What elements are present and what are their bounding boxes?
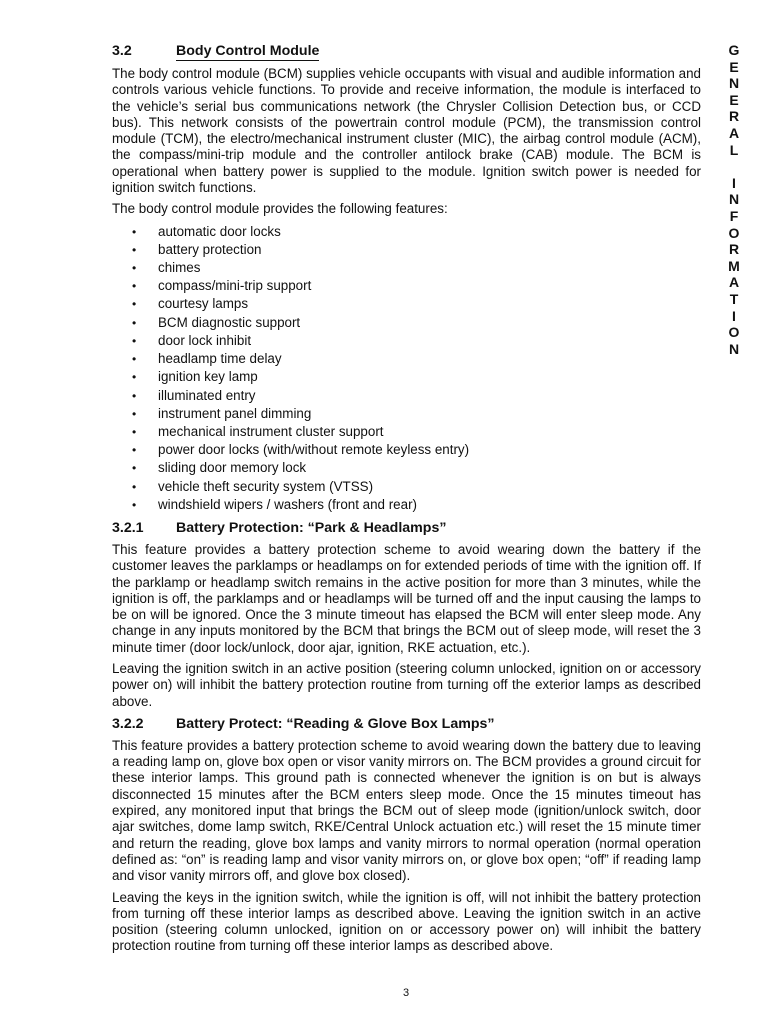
feature-label: door lock inhibit <box>158 332 252 348</box>
side-tab-letter: N <box>728 75 740 92</box>
bullet-icon: • <box>132 352 137 367</box>
list-item <box>112 478 701 496</box>
feature-label: headlamp time delay <box>158 351 282 367</box>
paragraph: This feature provides a battery protection scheme to avoid wearing down the battery due to leaving a reading lamp on, glove box open or visor vanity mirrors on. The BCM provides a ground circuit for these interior lamps. This ground path is connected whenever the ignition is on but is always disconnected 15 minutes after the BCM enters sleep mode. Once the 15 minutes timeout has expired, any monitored input that brings the BCM out of sleep mode (ignition/unlock switch, door ajar switches, dome lamp switch, RKE/Central Unlock actuation etc.) will reset the 15 minute timer and return the reading, glove box lamps and vanity mirrors to normal operation (normal operation defined as: “on” is reading lamp and visor vanity mirrors on, or glove box open; “off” if reading lamp and visor vanity mirrors off, and glove box closed). <box>112 737 701 884</box>
list-item <box>112 259 701 277</box>
features-intro: The body control module provides the following features: <box>112 201 448 217</box>
subsection-heading <box>112 715 701 733</box>
feature-label: windshield wipers / washers (front and rear) <box>158 496 417 512</box>
feature-label: courtesy lamps <box>158 296 249 312</box>
section-number: 3.2 <box>112 43 132 59</box>
subsection-title: Battery Protection: “Park & Headlamps” <box>176 519 447 536</box>
side-tab-general-information <box>722 42 746 357</box>
document-body <box>112 42 701 960</box>
page-number: 3 <box>402 987 410 999</box>
list-item <box>112 496 701 514</box>
feature-label: instrument panel dimming <box>158 405 312 421</box>
feature-label: sliding door memory lock <box>158 460 307 476</box>
list-item <box>112 314 701 332</box>
bullet-icon: • <box>132 370 137 385</box>
bullet-icon: • <box>132 261 137 276</box>
list-item <box>112 405 701 423</box>
list-item <box>112 459 701 477</box>
paragraph: This feature provides a battery protection scheme to avoid wearing down the battery if the customer leaves the parklamps or headlamps on for extended periods of time with the ignition off. If the parklamp or headlamp switch remains in the active position for more than 3 minutes, while the ignition is off, the parklamps and or headlamps will be turned off and the input causing the lamps to be on will be ignored. Once the 3 minute timeout has elapsed the BCM will enter sleep mode. Any change in any inputs monitored by the BCM that brings the BCM out of sleep mode, will reset the 3 minute timer (door lock/unlock, door ajar, ignition, RKE actuation, etc.). <box>112 541 701 655</box>
bullet-icon: • <box>132 279 137 294</box>
side-tab-letter: T <box>729 290 739 307</box>
paragraph: Leaving the ignition switch in an active position (steering column unlocked, ignition on or accessory power on) will inhibit the battery protection routine from turning off the exterior lamps as described above. <box>112 661 701 709</box>
feature-label: ignition key lamp <box>158 369 258 385</box>
subsection-number: 3.2.2 <box>112 715 144 732</box>
list-item <box>112 332 701 350</box>
section-intro-paragraph: The body control module (BCM) supplies vehicle occupants with visual and audible information and controls various vehicle functions. To provide and receive information, the module is interfaced to the vehicle’s serial bus communications network (the Chrysler Collision Detection bus, or CCD bus). This network consists of the powertrain control module (PCM), the transmission control module (TCM), the electro/mechanical instrument cluster (MIC), the airbag control module (ACM), the compass/mini-trip module and the controller antilock brake (CAB) module. The BCM is operational when battery power is supplied to the module. Ignition switch power is needed for ignition switch functions. <box>112 66 701 196</box>
subsection-heading <box>112 519 701 537</box>
side-tab-letter: O <box>728 224 740 241</box>
paragraph: Leaving the keys in the ignition switch, while the ignition is off, will not inhibit the battery protection from turning off these interior lamps as described above. Leaving the ignition switch in an active position (steering column unlocked, ignition on or accessory power on) will inhibit the battery protection routine from turning off these interior lamps as described above. <box>112 889 701 954</box>
list-item <box>112 350 701 368</box>
bullet-icon: • <box>132 497 137 512</box>
section-heading <box>112 42 701 61</box>
side-tab-letter: F <box>729 207 739 224</box>
subsection-number: 3.2.1 <box>112 519 144 536</box>
bullet-icon: • <box>132 333 137 348</box>
bullet-icon: • <box>132 424 137 439</box>
side-tab-letter: N <box>728 191 740 208</box>
bullet-icon: • <box>132 388 137 403</box>
bullet-icon: • <box>132 443 137 458</box>
feature-label: BCM diagnostic support <box>158 314 301 330</box>
side-tab-letter: E <box>729 58 739 75</box>
list-item <box>112 441 701 459</box>
feature-label: power door locks (with/without remote keyless entry) <box>158 442 470 458</box>
side-tab-letter: R <box>728 108 740 125</box>
list-item <box>112 368 701 386</box>
bullet-icon: • <box>132 406 137 421</box>
bullet-icon: • <box>132 479 137 494</box>
feature-label: battery protection <box>158 241 262 257</box>
side-tab-letter: A <box>728 124 740 141</box>
side-tab-letter: O <box>728 324 740 341</box>
side-tab-letter: N <box>728 340 740 357</box>
side-tab-letter: I <box>732 307 736 324</box>
side-tab-letter: G <box>728 42 740 58</box>
list-item <box>112 423 701 441</box>
section-title: Body Control Module <box>176 43 320 59</box>
bullet-icon: • <box>132 297 137 312</box>
list-item <box>112 223 701 241</box>
feature-label: chimes <box>158 260 201 276</box>
side-tab-letter: M <box>728 257 740 274</box>
bullet-icon: • <box>132 315 137 330</box>
side-tab-letter: E <box>729 91 739 108</box>
bullet-icon: • <box>132 242 137 257</box>
list-item <box>112 277 701 295</box>
bullet-icon: • <box>132 224 137 239</box>
list-item <box>112 241 701 259</box>
feature-label: automatic door locks <box>158 223 281 239</box>
side-tab-letter: A <box>728 274 740 291</box>
features-list <box>112 223 701 514</box>
feature-label: vehicle theft security system (VTSS) <box>158 478 374 494</box>
list-item <box>112 387 701 405</box>
bullet-icon: • <box>132 461 137 476</box>
side-tab-letter: I <box>732 174 736 191</box>
list-item <box>112 295 701 313</box>
side-tab-letter: L <box>729 141 739 158</box>
feature-label: mechanical instrument cluster support <box>158 423 384 439</box>
feature-label: compass/mini-trip support <box>158 278 312 294</box>
subsection-title: Battery Protect: “Reading & Glove Box Lamps” <box>176 715 495 732</box>
side-tab-letter: R <box>728 241 740 258</box>
feature-label: illuminated entry <box>158 387 256 403</box>
